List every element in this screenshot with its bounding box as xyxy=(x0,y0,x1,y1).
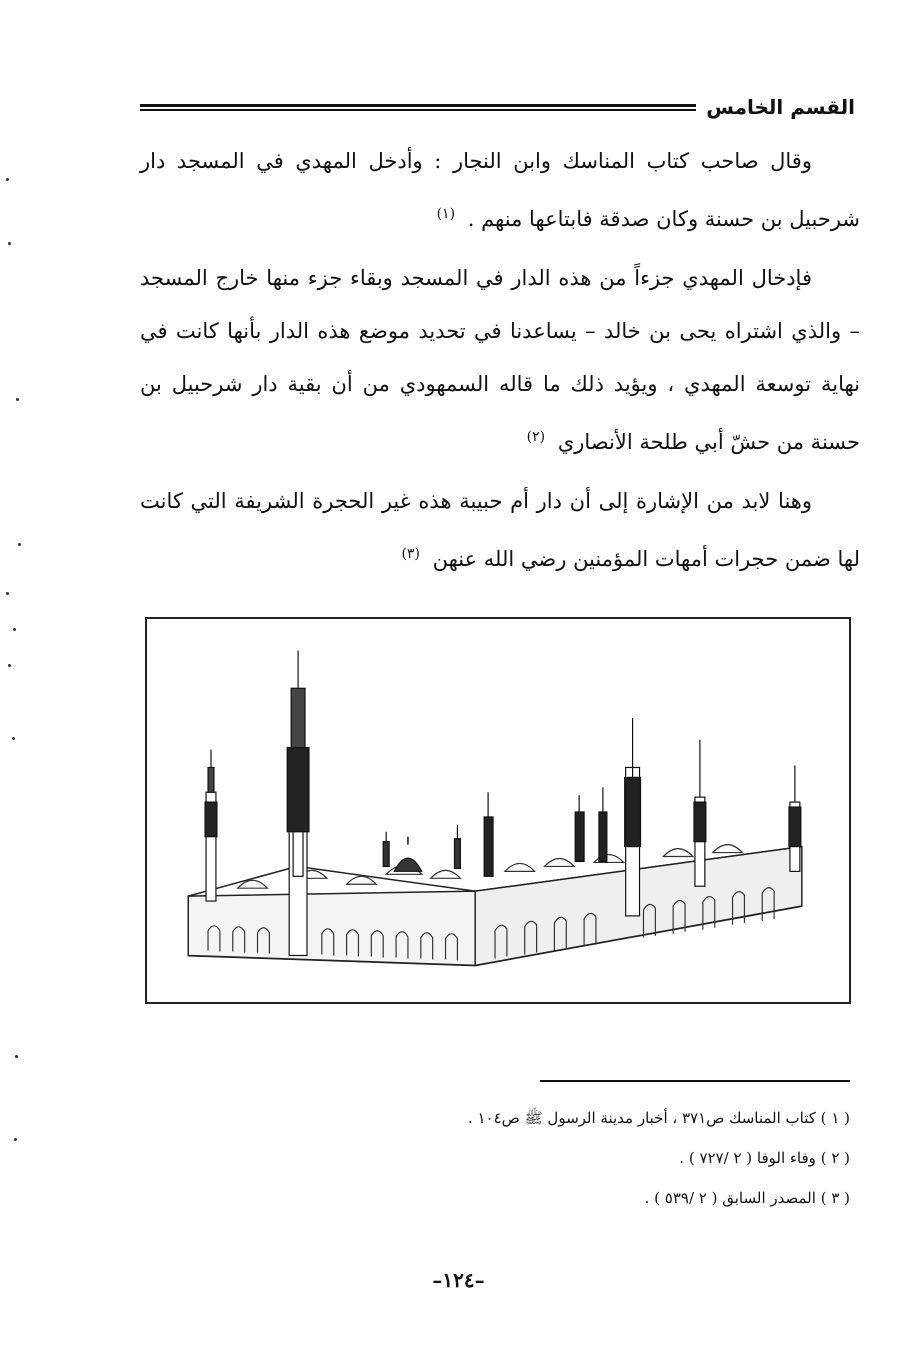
margin-mark xyxy=(14,1138,17,1141)
margin-mark xyxy=(6,178,9,181)
margin-mark xyxy=(15,1055,18,1058)
margin-mark xyxy=(18,543,21,546)
footnote-rule xyxy=(540,1080,850,1082)
paragraph-text: وهنا لابد من الإشارة إلى أن دار أم حبيبة هذه غير الحجرة الشريفة التي كانت لها ضمن حجرات أمهات المؤمنين رضي الله عنهن xyxy=(140,489,860,571)
running-header xyxy=(140,92,855,122)
margin-mark xyxy=(12,737,15,740)
footnote-ref: (١) xyxy=(436,206,456,222)
paragraph xyxy=(140,475,860,586)
section-title: القسم الخامس xyxy=(706,95,855,119)
mosque-illustration xyxy=(145,617,851,1004)
mosque-drawing xyxy=(147,619,849,1002)
margin-mark xyxy=(16,398,19,401)
page-number: –١٢٤– xyxy=(432,1268,485,1292)
footnotes xyxy=(300,1098,850,1218)
paragraph-text: فإدخال المهدي جزءاً من هذه الدار في المسجد وبقاء جزء منها خارج المسجد – والذي اشتراه يحى بن خالد – يساعدنا في تحديد موضع هذه الدار بأنها كانت في نهاية توسعة المهدي ، ويؤيد ذلك ما قاله السمهودي من أن بقية دار شرحبيل بن حسنة من حشّ أبي طلحة الأنصاري xyxy=(140,266,860,454)
margin-mark xyxy=(8,242,11,245)
margin-mark xyxy=(13,628,16,631)
paragraph xyxy=(140,135,860,246)
footnote: ( ١ ) كتاب المناسك ص٣٧١ ، أخبار مدينة الرسول ﷺ ص١٠٤ . xyxy=(467,1109,850,1127)
margin-mark xyxy=(6,592,9,595)
paragraph-text: وقال صاحب كتاب المناسك وابن النجار : وأدخل المهدي في المسجد دار شرحبيل بن حسنة وكان صدقة فابتاعها منهم . xyxy=(140,149,860,231)
footnote-ref: (٢) xyxy=(526,429,546,445)
margin-mark xyxy=(8,664,11,667)
paragraph xyxy=(140,252,860,469)
footnote: ( ٣ ) المصدر السابق ( ٢ /٥٣٩ ) . xyxy=(644,1189,850,1207)
header-rule xyxy=(140,104,696,111)
body-text xyxy=(140,135,860,592)
footnote-ref: (٣) xyxy=(401,546,420,562)
footnote: ( ٢ ) وفاء الوفا ( ٢ /٧٢٧ ) . xyxy=(679,1149,850,1167)
